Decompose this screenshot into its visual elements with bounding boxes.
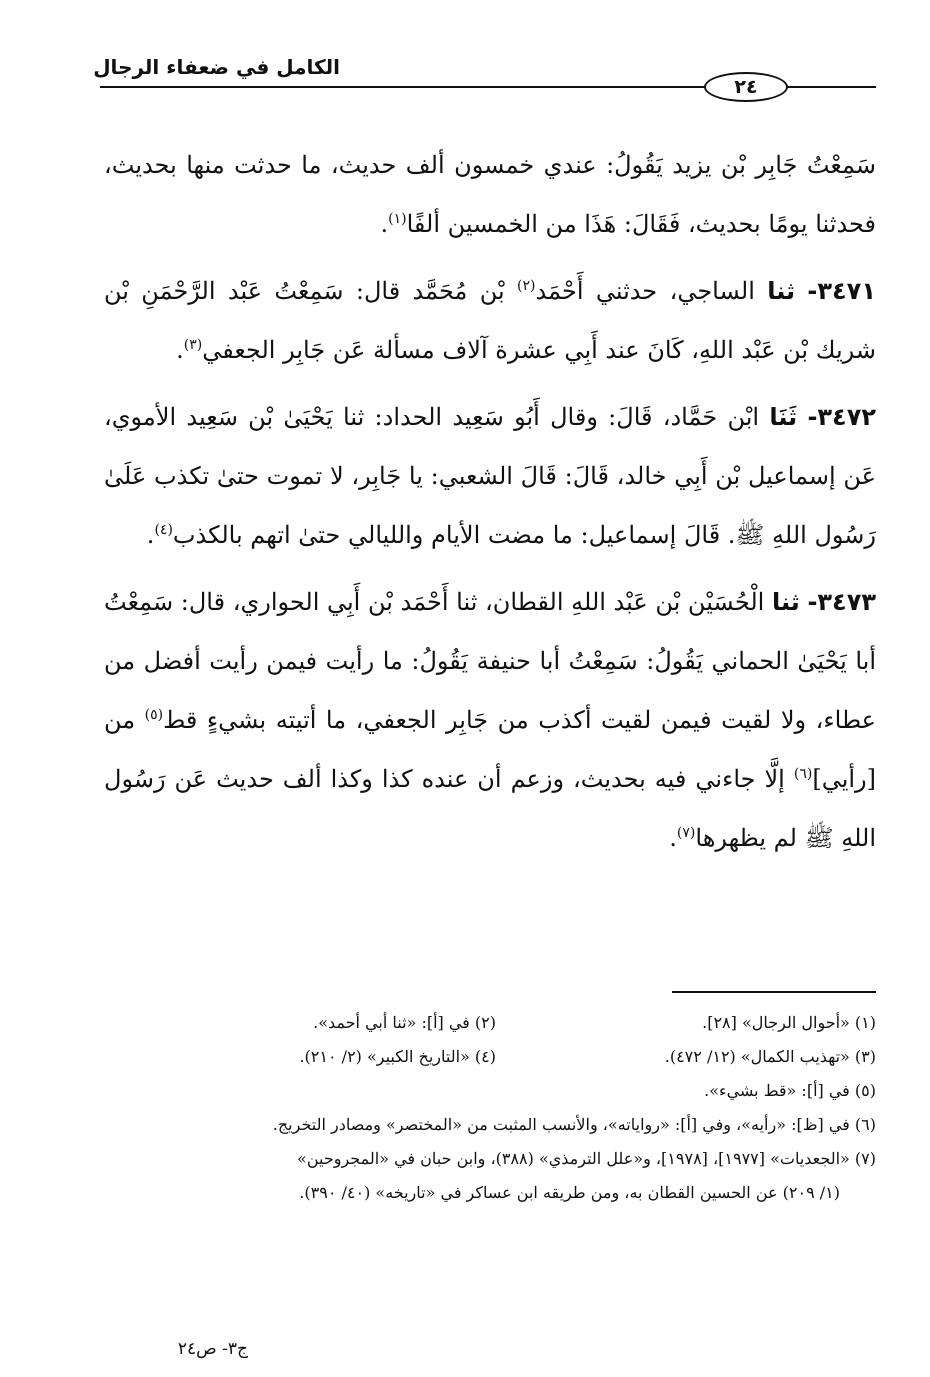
main-text [104, 136, 876, 868]
footnote-ref-6[interactable]: (٦) [793, 766, 813, 782]
footnote-ref-3[interactable]: (٣) [183, 337, 203, 353]
footnote-divider [672, 991, 876, 993]
narration-text: بْن مُحَمَّد قال: سَمِعْتُ عَبْد الرَّحْمَنِ بْن شريك بْن عَبْد اللهِ، كَانَ عند أَبِي عشرة آلاف مسألة عَن جَابِر الجعفي [104, 277, 876, 364]
intro-line-2: بحديث، فحدثنا يومًا بحديث، فَقَالَ: هَذَا من الخمسين ألفًا [104, 151, 876, 238]
narration-tail: . [176, 336, 184, 364]
narration-tna: ثَنَا [769, 403, 798, 431]
footnote-7: (٧) «الجعديات» [١٩٧٧]، [١٩٧٨]، و«علل الترمذي» (٣٨٨)، وابن حبان في «المجروحين» [297, 1149, 876, 1168]
paragraph-intro [104, 136, 876, 254]
paragraph-3473 [104, 573, 876, 868]
footnote-2: (٢) في [أ]: «ثنا أبي أحمد». [313, 1013, 496, 1032]
footnote-1: (١) «أحوال الرجال» [٢٨]. [702, 1013, 876, 1032]
footnote-ref-4[interactable]: (٤) [154, 522, 173, 538]
narration-number: ٣٤٧١- [807, 277, 876, 305]
footnotes [104, 1006, 876, 1210]
narration-text: الْحُسَيْن بْن عَبْد اللهِ القطان، ثنا أَحْمَد بْن أَبِي الحواري، قال: سَمِعْتُ أبا يَحْيَىٰ الحماني يَقُولُ: سَمِعْتُ أبا حنيفة يَقُولُ: ما رأيت فيمن رأيت أفضل من عطاء، ولا لقيت فيمن لقيت أكذب من جَابِر الجعفي، ما أتيته بشيءٍ قط [104, 588, 876, 734]
footnote-ref-1[interactable]: (١) [388, 211, 407, 227]
paragraph-3471 [104, 262, 876, 380]
paragraph-3472 [104, 388, 876, 565]
narration-tna: ثنا [767, 277, 796, 305]
footnote-ref-7[interactable]: (٧) [676, 825, 696, 841]
footnote-ref-5[interactable]: (٥) [144, 707, 164, 723]
narration-number: ٣٤٧٣- [807, 588, 876, 616]
volume-page-reference: ج٣- ص٢٤ [177, 1339, 248, 1359]
intro-line-1: سَمِعْتُ جَابِر بْن يزيد يَقُولُ: عندي خمسون ألف حديث، ما حدثت منها [186, 151, 876, 179]
page-number-badge: ٢٤ [704, 72, 788, 102]
footnote-row [104, 1006, 876, 1040]
footnote-5: (٥) في [أ]: «قط بشيء». [704, 1081, 876, 1100]
narration-tna: ثنا [771, 588, 800, 616]
book-title: الكامل في ضعفاء الرجال [93, 55, 340, 79]
footnote-6: (٦) في [ظ]: «رأيه»، وفي [أ]: «رواياته»، والأنسب المثبت من «المختصر» ومصادر التخريج. [272, 1115, 876, 1134]
narration-text: إلَّا جاءني فيه بحديث، وزعم أن عنده كذا وكذا ألف حديث عَن رَسُول اللهِ ﷺ لم يظهرها [104, 765, 876, 852]
narration-tail: . [669, 824, 677, 852]
narration-text: من [رأيي] [104, 706, 876, 793]
footnote-3: (٣) «تهذيب الكمال» (١٢/ ٤٧٢). [664, 1047, 876, 1066]
footnote-7-continued: (١/ ٢٠٩) عن الحسين القطان به، ومن طريقه ابن عساكر في «تاريخه» (٤٠/ ٣٩٠). [299, 1183, 840, 1202]
narration-tail: . [146, 521, 155, 549]
narration-text: ابْن حَمَّاد، قَالَ: وقال أَبُو سَعِيد الحداد: ثنا يَحْيَىٰ بْن سَعِيد الأموي، عَن إسماعيل بْن أَبِي خالد، قَالَ: قَالَ الشعبي: يا جَابِر، لا تموت حتىٰ تكذب عَلَىٰ رَسُول اللهِ ﷺ. قَالَ إسماعيل: ما مضت الأيام والليالي حتىٰ اتهم بالكذب [104, 403, 876, 549]
narration-text: الساجي، حدثني أَحْمَد [535, 277, 755, 305]
footnote-row [104, 1040, 876, 1074]
intro-tail: . [380, 210, 389, 238]
footnote-4: (٤) «التاريخ الكبير» (٢/ ٢١٠). [299, 1047, 496, 1066]
narration-number: ٣٤٧٢- [807, 403, 876, 431]
footnote-ref-2[interactable]: (٢) [517, 278, 536, 294]
